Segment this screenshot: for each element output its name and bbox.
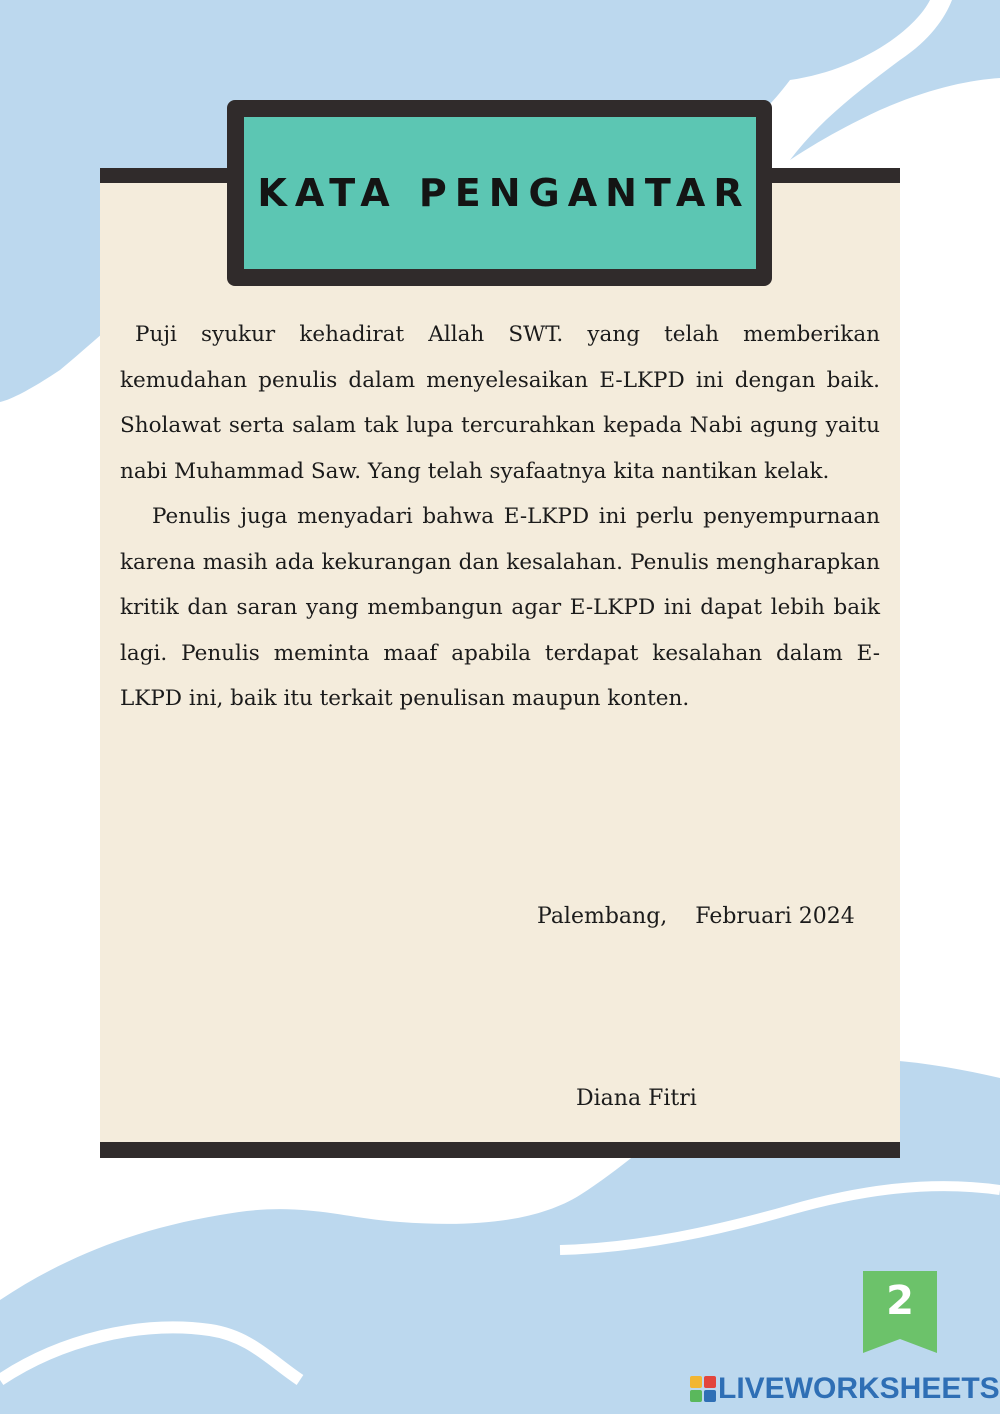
place-date: Palembang, Februari 2024 (537, 904, 855, 929)
title-panel (244, 117, 756, 269)
body-text (120, 312, 880, 722)
page-number: 2 (886, 1278, 914, 1324)
page-title: KATA PENGANTAR (257, 171, 751, 215)
brand-watermark (690, 1372, 1000, 1406)
author-name: Diana Fitri (576, 1086, 697, 1111)
liveworksheets-logo-icon (690, 1376, 716, 1402)
brand-name: LIVEWORKSHEETS (718, 1372, 1000, 1405)
card-bottom-border (100, 1142, 900, 1158)
paragraph-2: Penulis juga menyadari bahwa E-LKPD ini perlu penyempurnaan karena masih ada kekurangan dan kesalahan. Penulis mengharapkan kritik dan saran yang membangun agar E-LKPD ini dapat lebih baik lagi. Penulis meminta maaf apabila terdapat kesalahan dalam E-LKPD ini, baik itu terkait penulisan maupun konten. (120, 504, 880, 711)
paragraph-1: Puji syukur kehadirat Allah SWT. yang telah memberikan kemudahan penulis dalam menyelesaikan E-LKPD ini dengan baik. Sholawat serta salam tak lupa tercurahkan kepada Nabi agung yaitu nabi Muhammad Saw. Yang telah syafaatnya kita nantikan kelak. (120, 322, 880, 484)
